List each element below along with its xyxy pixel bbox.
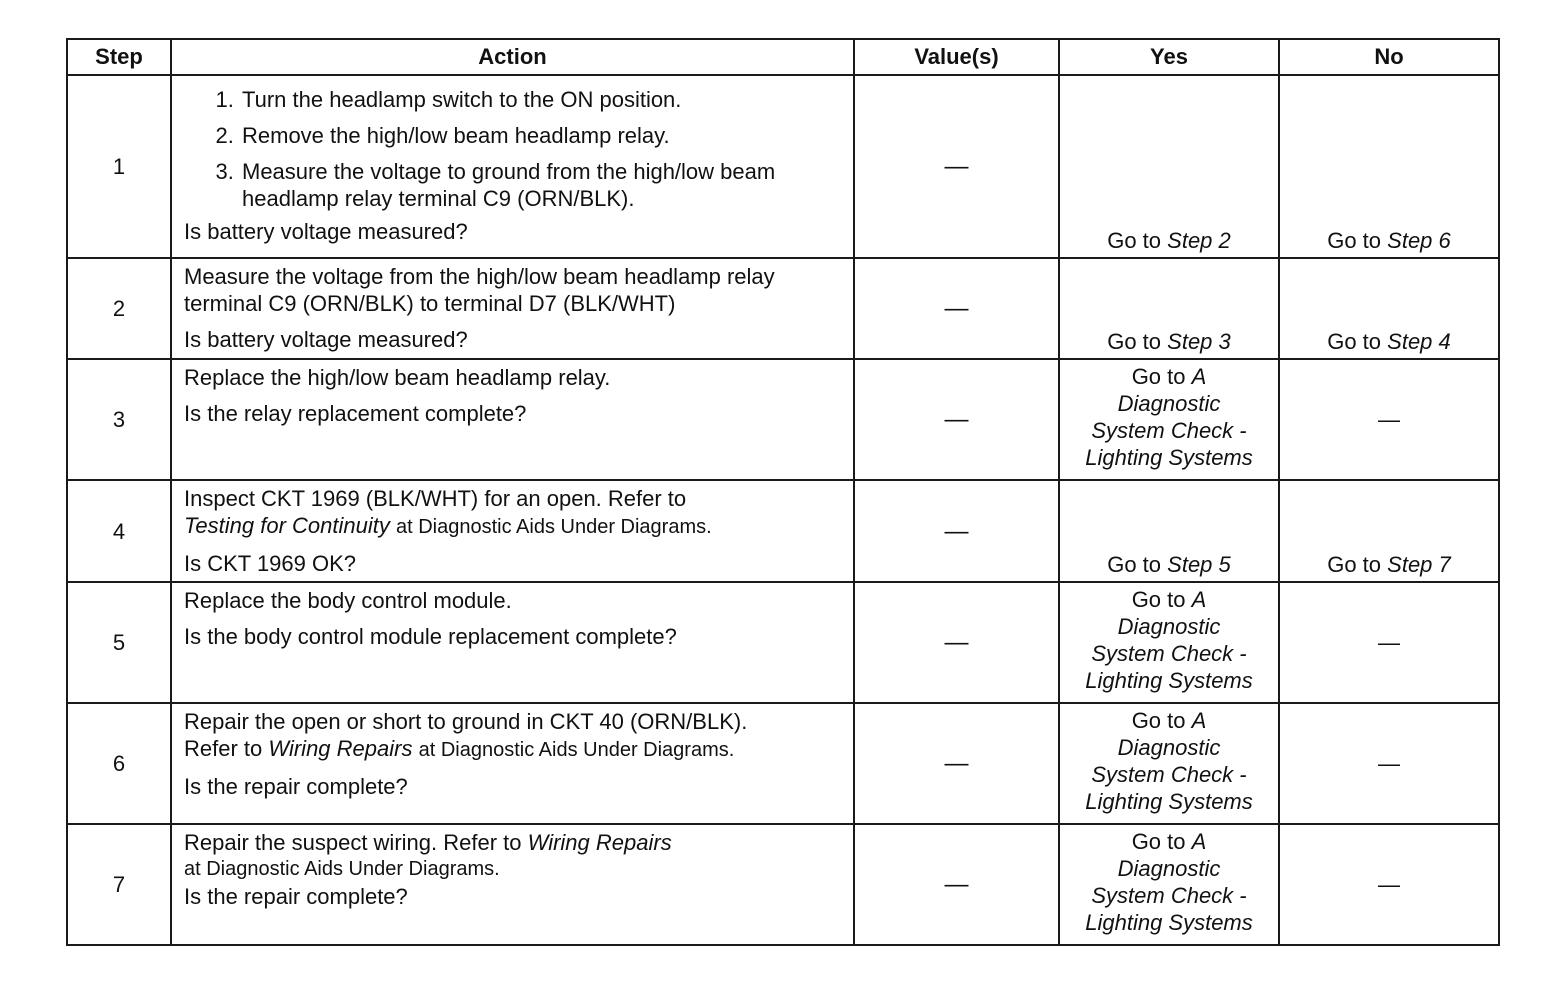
- step-number: 2: [67, 258, 171, 359]
- yes-prefix: Go to: [1107, 228, 1162, 253]
- no-step-link[interactable]: Step 4: [1387, 329, 1451, 354]
- yes-prefix: Go to: [1131, 587, 1186, 612]
- substep-list: [184, 86, 843, 212]
- diagnostic-table-page: [66, 38, 1498, 946]
- action-cell: [171, 258, 854, 359]
- value-dash: —: [854, 703, 1059, 824]
- yes-target: A: [1191, 829, 1207, 854]
- yes-target[interactable]: System Check -: [1091, 641, 1247, 666]
- value-dash: —: [854, 75, 1059, 258]
- yes-target: A: [1191, 364, 1207, 389]
- action-text: Repair the open or short to ground in CKT 40 (ORN/BLK).: [184, 709, 748, 734]
- reference-suffix: at Diagnostic Aids Under Diagrams.: [184, 858, 500, 880]
- action-question: Is the relay replacement complete?: [184, 401, 527, 426]
- header-action: Action: [171, 39, 854, 75]
- action-text: Repair the suspect wiring. Refer to: [184, 830, 522, 855]
- no-cell: [1279, 480, 1499, 582]
- yes-target: A: [1191, 708, 1207, 733]
- action-cell: [171, 75, 854, 258]
- no-step-link[interactable]: Step 6: [1387, 228, 1451, 253]
- yes-step-link[interactable]: Step 5: [1167, 552, 1231, 577]
- table-row: [67, 582, 1499, 703]
- yes-step-link[interactable]: Step 2: [1167, 228, 1231, 253]
- yes-cell: [1059, 480, 1279, 582]
- yes-step-link[interactable]: Step 3: [1167, 329, 1231, 354]
- value-dash: —: [854, 359, 1059, 480]
- yes-cell: [1059, 703, 1279, 824]
- yes-target[interactable]: Diagnostic: [1117, 614, 1221, 639]
- yes-cell: [1059, 824, 1279, 945]
- no-dash: —: [1279, 703, 1499, 824]
- action-text: Replace the body control module.: [184, 588, 512, 613]
- step-number: 3: [67, 359, 171, 480]
- step-number: 6: [67, 703, 171, 824]
- yes-cell: [1059, 359, 1279, 480]
- yes-target: A: [1191, 587, 1207, 612]
- yes-target[interactable]: Lighting Systems: [1085, 910, 1253, 935]
- yes-target[interactable]: Lighting Systems: [1085, 789, 1253, 814]
- table-header-row: [67, 39, 1499, 75]
- diagnostic-table: [66, 38, 1500, 946]
- action-cell: [171, 703, 854, 824]
- yes-target[interactable]: Diagnostic: [1117, 856, 1221, 881]
- step-number: 1: [67, 75, 171, 258]
- substep: 3. Measure the voltage to ground from the high/low beam headlamp relay terminal C9 (ORN/BLK).: [240, 158, 843, 212]
- reference-link[interactable]: Wiring Repairs: [268, 736, 413, 761]
- header-no: No: [1279, 39, 1499, 75]
- action-cell: [171, 582, 854, 703]
- action-question: Is the body control module replacement complete?: [184, 624, 677, 649]
- no-prefix: Go to: [1327, 228, 1382, 253]
- yes-link-line[interactable]: [1064, 586, 1274, 613]
- yes-target[interactable]: System Check -: [1091, 762, 1247, 787]
- action-question: Is the repair complete?: [184, 774, 408, 799]
- no-prefix: Go to: [1327, 329, 1382, 354]
- header-step: Step: [67, 39, 171, 75]
- action-question: Is CKT 1969 OK?: [184, 551, 357, 576]
- action-question: Is the repair complete?: [184, 884, 408, 909]
- action-question: Is battery voltage measured?: [184, 327, 468, 352]
- reference-suffix: at Diagnostic Aids Under Diagrams.: [395, 516, 712, 538]
- yes-cell: [1059, 258, 1279, 359]
- value-dash: —: [854, 480, 1059, 582]
- yes-prefix: Go to: [1131, 829, 1186, 854]
- no-prefix: Go to: [1327, 552, 1382, 577]
- no-step-link[interactable]: Step 7: [1387, 552, 1451, 577]
- no-dash: —: [1279, 582, 1499, 703]
- action-cell: [171, 824, 854, 945]
- reference-link[interactable]: Wiring Repairs: [527, 830, 672, 855]
- header-values: Value(s): [854, 39, 1059, 75]
- table-row: [67, 359, 1499, 480]
- yes-prefix: Go to: [1131, 708, 1186, 733]
- value-dash: —: [854, 258, 1059, 359]
- yes-target[interactable]: Lighting Systems: [1085, 668, 1253, 693]
- yes-target[interactable]: Diagnostic: [1117, 391, 1221, 416]
- no-cell: [1279, 258, 1499, 359]
- yes-target[interactable]: System Check -: [1091, 883, 1247, 908]
- yes-prefix: Go to: [1107, 552, 1162, 577]
- reference-prefix: Refer to: [184, 736, 263, 761]
- value-dash: —: [854, 582, 1059, 703]
- yes-target[interactable]: Diagnostic: [1117, 735, 1221, 760]
- reference-suffix: at Diagnostic Aids Under Diagrams.: [418, 739, 735, 761]
- header-yes: Yes: [1059, 39, 1279, 75]
- table-row: [67, 480, 1499, 582]
- table-row: [67, 75, 1499, 258]
- yes-link-line[interactable]: [1064, 707, 1274, 734]
- action-question: Is battery voltage measured?: [184, 219, 468, 244]
- table-row: [67, 824, 1499, 945]
- yes-prefix: Go to: [1107, 329, 1162, 354]
- action-text: Inspect CKT 1969 (BLK/WHT) for an open. Refer to: [184, 486, 687, 511]
- value-dash: —: [854, 824, 1059, 945]
- yes-cell: [1059, 582, 1279, 703]
- action-cell: [171, 359, 854, 480]
- action-cell: [171, 480, 854, 582]
- table-row: [67, 703, 1499, 824]
- yes-target[interactable]: System Check -: [1091, 418, 1247, 443]
- substep: 1. Turn the headlamp switch to the ON position.: [240, 86, 843, 113]
- table-row: [67, 258, 1499, 359]
- step-number: 4: [67, 480, 171, 582]
- action-text: Measure the voltage from the high/low beam headlamp relay terminal C9 (ORN/BLK) to terminal D7 (BLK/WHT): [184, 264, 775, 316]
- yes-target[interactable]: Lighting Systems: [1085, 445, 1253, 470]
- reference-link[interactable]: Testing for Continuity: [184, 513, 390, 538]
- substep: 2. Remove the high/low beam headlamp relay.: [240, 122, 843, 149]
- no-dash: —: [1279, 359, 1499, 480]
- yes-prefix: Go to: [1131, 364, 1186, 389]
- no-cell: [1279, 75, 1499, 258]
- action-text: Replace the high/low beam headlamp relay.: [184, 365, 611, 390]
- step-number: 5: [67, 582, 171, 703]
- no-dash: —: [1279, 824, 1499, 945]
- yes-link-line[interactable]: [1064, 828, 1274, 855]
- yes-link-line[interactable]: [1064, 363, 1274, 390]
- step-number: 7: [67, 824, 171, 945]
- yes-cell: [1059, 75, 1279, 258]
